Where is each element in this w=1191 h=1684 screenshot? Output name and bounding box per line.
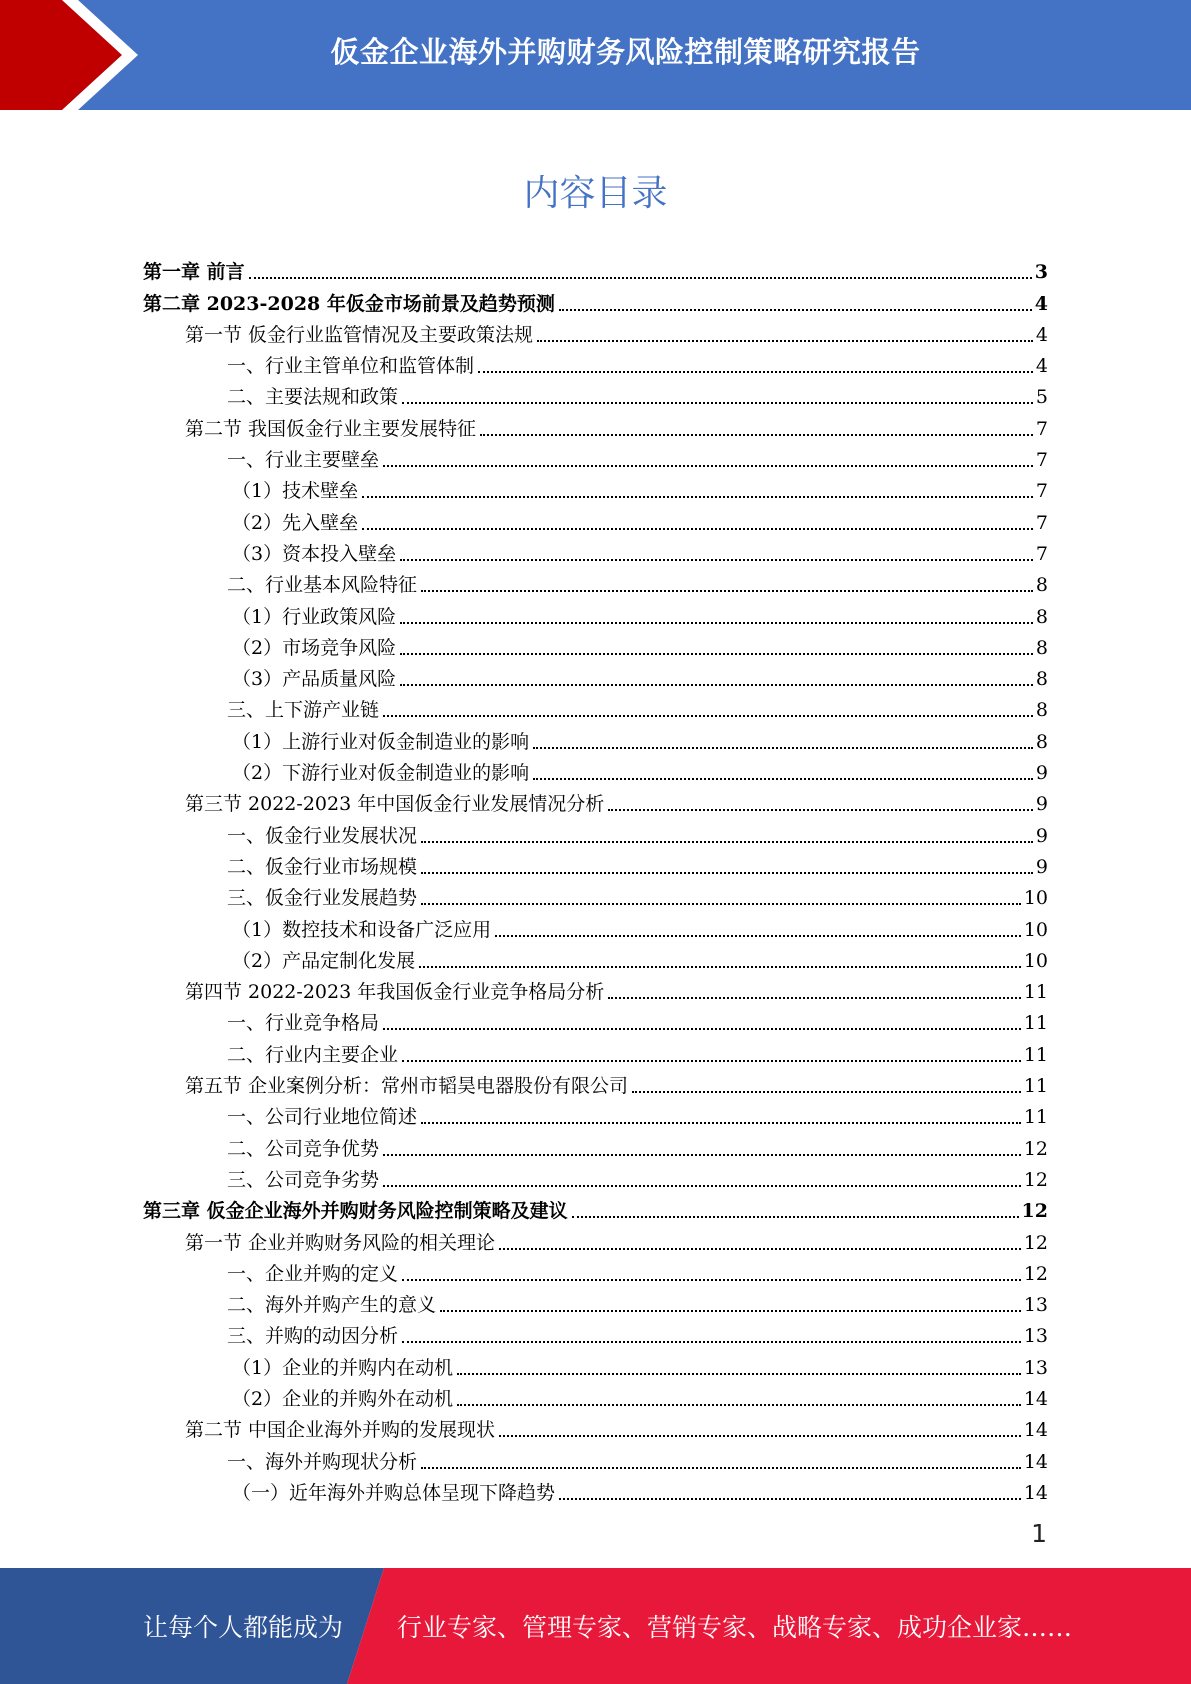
- toc-entry[interactable]: [143, 816, 1048, 847]
- toc-entry[interactable]: [143, 1161, 1048, 1192]
- toc-dot-leader: [495, 935, 1021, 937]
- toc-dot-leader: [402, 1060, 1021, 1062]
- toc-entry[interactable]: [143, 1098, 1048, 1129]
- toc-entry-title: 二、行业内主要企业: [227, 1043, 399, 1066]
- toc-entry[interactable]: [143, 253, 1048, 284]
- toc-entry[interactable]: [143, 1411, 1048, 1442]
- toc-entry-title: 三、并购的动因分析: [227, 1325, 399, 1348]
- toc-entry-title: 二、行业基本风险特征: [227, 574, 418, 597]
- toc-entry-title: 一、行业主管单位和监管体制: [227, 355, 475, 378]
- toc-dot-leader: [383, 1185, 1021, 1187]
- toc-entry-page: 12: [1021, 1200, 1048, 1223]
- toc-dot-leader: [632, 1091, 1021, 1093]
- toc-dot-leader: [533, 747, 1033, 749]
- toc-dot-leader: [608, 997, 1021, 999]
- toc-entry[interactable]: [143, 284, 1048, 315]
- toc-entry-title: 第二节 我国仮金行业主要发展特征: [185, 417, 477, 440]
- toc-entry-title: 二、海外并购产生的意义: [227, 1294, 437, 1317]
- toc-entry-title: （1）数控技术和设备广泛应用: [232, 918, 492, 941]
- toc-entry-title: 一、行业主要壁垒: [227, 449, 380, 472]
- toc-entry[interactable]: [143, 347, 1048, 378]
- toc-entry-page: 11: [1023, 1106, 1048, 1129]
- footer-slogan-right: 行业专家、管理专家、营销专家、战略专家、成功企业家……: [397, 1613, 1073, 1642]
- toc-entry-title: （2）产品定制化发展: [232, 949, 416, 972]
- toc-entry-page: 7: [1035, 417, 1048, 440]
- toc-entry-title: 第五节 企业案例分析：常州市韬昊电器股份有限公司: [185, 1075, 629, 1098]
- toc-entry-page: 9: [1035, 793, 1048, 816]
- toc-entry-title: （2）市场竞争风险: [232, 636, 397, 659]
- toc-dot-leader: [572, 1216, 1019, 1218]
- toc-entry-page: 14: [1023, 1387, 1048, 1410]
- toc-entry-title: 一、海外并购现状分析: [227, 1450, 418, 1473]
- toc-entry[interactable]: [143, 503, 1048, 534]
- toc-entry-title: （1）企业的并购内在动机: [232, 1356, 454, 1379]
- toc-entry[interactable]: [143, 1474, 1048, 1505]
- toc-dot-leader: [249, 277, 1032, 279]
- toc-entry-page: 4: [1034, 292, 1048, 315]
- toc-entry-page: 14: [1023, 1419, 1048, 1442]
- toc-entry-page: 9: [1035, 762, 1048, 785]
- table-of-contents: [143, 253, 1048, 1505]
- toc-entry-page: 11: [1023, 981, 1048, 1004]
- toc-entry[interactable]: [143, 378, 1048, 409]
- toc-entry-title: 第一节 企业并购财务风险的相关理论: [185, 1231, 496, 1254]
- toc-dot-leader: [537, 340, 1033, 342]
- toc-dot-leader: [383, 715, 1033, 717]
- toc-dot-leader: [421, 841, 1033, 843]
- toc-entry-page: 3: [1034, 261, 1048, 284]
- toc-dot-leader: [499, 1248, 1021, 1250]
- toc-dot-leader: [559, 1498, 1021, 1500]
- toc-entry-page: 8: [1035, 668, 1048, 691]
- toc-entry-page: 14: [1023, 1481, 1048, 1504]
- toc-entry-page: 9: [1035, 855, 1048, 878]
- toc-entry[interactable]: [143, 472, 1048, 503]
- toc-entry-title: 二、主要法规和政策: [227, 386, 399, 409]
- toc-entry-page: 5: [1035, 386, 1048, 409]
- header-banner: [0, 0, 1191, 110]
- toc-entry-title: 第二章 2023-2028 年仮金市场前景及趋势预测: [143, 292, 555, 315]
- toc-entry[interactable]: [143, 691, 1048, 722]
- toc-entry-page: 8: [1035, 636, 1048, 659]
- toc-entry-page: 4: [1035, 355, 1048, 378]
- toc-entry-title: 三、上下游产业链: [227, 699, 380, 722]
- toc-dot-leader: [533, 778, 1033, 780]
- toc-dot-leader: [383, 465, 1033, 467]
- toc-dot-leader: [400, 653, 1033, 655]
- toc-dot-leader: [457, 1404, 1021, 1406]
- toc-entry-page: 10: [1023, 918, 1048, 941]
- toc-dot-leader: [402, 402, 1033, 404]
- toc-dot-leader: [400, 622, 1033, 624]
- toc-dot-leader: [480, 434, 1033, 436]
- toc-entry-title: 第二节 中国企业海外并购的发展现状: [185, 1419, 496, 1442]
- toc-entry[interactable]: [143, 722, 1048, 753]
- toc-entry-page: 12: [1023, 1231, 1048, 1254]
- toc-entry-title: 一、公司行业地位简述: [227, 1106, 418, 1129]
- toc-entry-title: 第三节 2022-2023 年中国仮金行业发展情况分析: [185, 793, 605, 816]
- toc-dot-leader: [421, 903, 1021, 905]
- toc-entry-page: 7: [1035, 449, 1048, 472]
- toc-entry-title: （1）技术壁垒: [232, 480, 359, 503]
- toc-entry-page: 10: [1023, 949, 1048, 972]
- toc-heading: 内容目录: [523, 173, 668, 214]
- toc-entry[interactable]: [143, 316, 1048, 347]
- toc-dot-leader: [421, 590, 1033, 592]
- toc-entry-page: 9: [1035, 824, 1048, 847]
- toc-entry-page: 7: [1035, 511, 1048, 534]
- toc-entry-page: 8: [1035, 699, 1048, 722]
- toc-entry[interactable]: [143, 441, 1048, 472]
- header-arrow-icon: [0, 0, 160, 110]
- toc-entry-title: 二、公司竞争优势: [227, 1137, 380, 1160]
- toc-entry[interactable]: [143, 660, 1048, 691]
- toc-entry-title: 一、仮金行业发展状况: [227, 824, 418, 847]
- toc-entry-title: （2）先入壁垒: [232, 511, 359, 534]
- toc-entry-title: 二、仮金行业市场规模: [227, 855, 418, 878]
- toc-entry-title: （一）近年海外并购总体呈现下降趋势: [232, 1481, 556, 1504]
- toc-entry-page: 13: [1023, 1294, 1048, 1317]
- toc-entry[interactable]: [143, 1035, 1048, 1066]
- toc-dot-leader: [419, 966, 1021, 968]
- footer-banner: [0, 1568, 1191, 1684]
- toc-entry-title: 三、公司竞争劣势: [227, 1168, 380, 1191]
- toc-entry-title: 一、企业并购的定义: [227, 1262, 399, 1285]
- toc-entry[interactable]: [143, 848, 1048, 879]
- page-number: 1: [1031, 1519, 1047, 1548]
- toc-entry-page: 11: [1023, 1043, 1048, 1066]
- toc-dot-leader: [421, 1467, 1021, 1469]
- toc-entry[interactable]: [143, 973, 1048, 1004]
- toc-entry[interactable]: [143, 1192, 1048, 1223]
- toc-entry[interactable]: [143, 942, 1048, 973]
- report-title: 仮金企业海外并购财务风险控制策略研究报告: [330, 35, 921, 69]
- toc-entry-title: （2）企业的并购外在动机: [232, 1387, 454, 1410]
- toc-dot-leader: [362, 496, 1033, 498]
- toc-entry-page: 14: [1023, 1450, 1048, 1473]
- toc-dot-leader: [457, 1373, 1021, 1375]
- toc-dot-leader: [383, 1154, 1021, 1156]
- toc-entry[interactable]: [143, 1317, 1048, 1348]
- toc-dot-leader: [559, 309, 1032, 311]
- toc-entry[interactable]: [143, 1380, 1048, 1411]
- toc-entry-title: （2）下游行业对仮金制造业的影响: [232, 762, 530, 785]
- toc-entry-page: 12: [1023, 1137, 1048, 1160]
- toc-entry-title: 第三章 仮金企业海外并购财务风险控制策略及建议: [143, 1200, 568, 1223]
- toc-entry[interactable]: [143, 785, 1048, 816]
- toc-entry[interactable]: [143, 1286, 1048, 1317]
- toc-entry-page: 8: [1035, 574, 1048, 597]
- toc-dot-leader: [383, 1028, 1021, 1030]
- toc-dot-leader: [499, 1435, 1021, 1437]
- toc-dot-leader: [362, 528, 1033, 530]
- toc-entry-page: 4: [1035, 323, 1048, 346]
- toc-entry[interactable]: [143, 754, 1048, 785]
- toc-dot-leader: [421, 1122, 1021, 1124]
- toc-entry-page: 7: [1035, 542, 1048, 565]
- toc-entry[interactable]: [143, 629, 1048, 660]
- toc-dot-leader: [421, 872, 1033, 874]
- toc-entry[interactable]: [143, 1223, 1048, 1254]
- toc-entry-title: 一、行业竞争格局: [227, 1012, 380, 1035]
- toc-dot-leader: [400, 684, 1033, 686]
- toc-entry[interactable]: [143, 1442, 1048, 1473]
- toc-entry-page: 8: [1035, 730, 1048, 753]
- toc-entry-page: 8: [1035, 605, 1048, 628]
- toc-entry[interactable]: [143, 1129, 1048, 1160]
- toc-entry[interactable]: [143, 1004, 1048, 1035]
- toc-entry-page: 11: [1023, 1075, 1048, 1098]
- toc-entry[interactable]: [143, 1067, 1048, 1098]
- toc-entry-title: （3）产品质量风险: [232, 668, 397, 691]
- toc-entry-page: 12: [1023, 1262, 1048, 1285]
- toc-entry[interactable]: [143, 597, 1048, 628]
- toc-entry[interactable]: [143, 910, 1048, 941]
- toc-entry-title: （1）上游行业对仮金制造业的影响: [232, 730, 530, 753]
- toc-entry[interactable]: [143, 566, 1048, 597]
- toc-entry-title: 第一章 前言: [143, 261, 245, 284]
- toc-entry-title: （1）行业政策风险: [232, 605, 397, 628]
- toc-entry-title: （3）资本投入壁垒: [232, 542, 397, 565]
- toc-entry-page: 11: [1023, 1012, 1048, 1035]
- toc-entry-page: 7: [1035, 480, 1048, 503]
- toc-entry[interactable]: [143, 535, 1048, 566]
- toc-entry[interactable]: [143, 409, 1048, 440]
- toc-entry[interactable]: [143, 879, 1048, 910]
- toc-dot-leader: [440, 1310, 1021, 1312]
- toc-entry-title: 第一节 仮金行业监管情况及主要政策法规: [185, 323, 534, 346]
- toc-entry-page: 10: [1023, 887, 1048, 910]
- toc-dot-leader: [400, 559, 1033, 561]
- toc-entry[interactable]: [143, 1348, 1048, 1379]
- toc-entry-page: 12: [1023, 1168, 1048, 1191]
- toc-dot-leader: [608, 809, 1033, 811]
- toc-dot-leader: [402, 1341, 1021, 1343]
- toc-entry-title: 三、仮金行业发展趋势: [227, 887, 418, 910]
- toc-entry-title: 第四节 2022-2023 年我国仮金行业竞争格局分析: [185, 981, 605, 1004]
- toc-entry-page: 13: [1023, 1356, 1048, 1379]
- toc-entry-page: 13: [1023, 1325, 1048, 1348]
- footer-slogan-left: 让每个人都能成为: [143, 1613, 344, 1642]
- toc-dot-leader: [478, 371, 1033, 373]
- toc-dot-leader: [402, 1279, 1021, 1281]
- toc-entry[interactable]: [143, 1255, 1048, 1286]
